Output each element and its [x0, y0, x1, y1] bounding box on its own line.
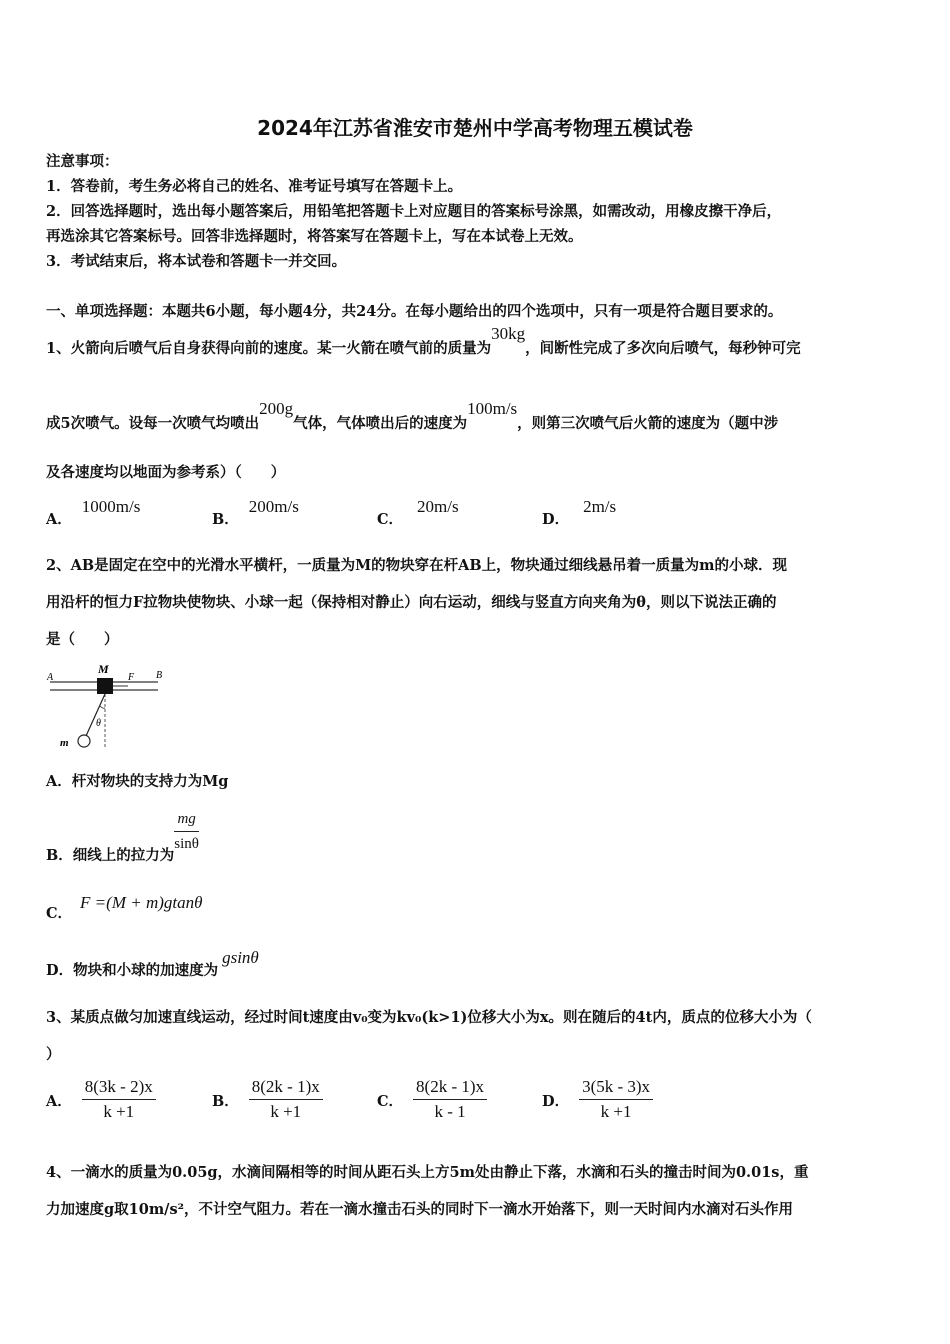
- option-value: 1000m/s: [81, 497, 141, 516]
- ball-m: [78, 735, 90, 747]
- q2-option-d[interactable]: [46, 948, 259, 981]
- option-label: D．物块和小球的加速度为: [46, 962, 219, 979]
- q1-line1-a: 1、火箭向后喷气后自身获得向前的速度。某一火箭在喷气前的质量为: [46, 340, 492, 357]
- q3-option-a[interactable]: [46, 1076, 156, 1123]
- option-value: 2m/s: [583, 497, 617, 516]
- q1-option-a[interactable]: [46, 497, 141, 529]
- q4-text: 4、一滴水的质量为0.05g，水滴间隔相等的时间从距石头上方5m处由静止下落，水滴和石头的撞击时间为0.01s，重: [46, 1164, 809, 1181]
- option-label: B．细线上的拉力为: [46, 846, 175, 864]
- option-label: C．: [46, 905, 73, 922]
- q3-text: ）: [46, 1046, 61, 1063]
- q1-option-b[interactable]: [212, 497, 299, 529]
- fraction-denominator: k - 1: [434, 1102, 466, 1121]
- option-value: 200m/s: [248, 497, 299, 516]
- notice-item: 再选涂其它答案标号。回答非选择题时，将答案写在答题卡上，写在本试卷上无效。: [46, 228, 583, 245]
- option-value: 20m/s: [417, 497, 459, 516]
- q2-option-b[interactable]: [46, 808, 199, 864]
- notice-item: 3．考试结束后，将本试卷和答题卡一并交回。: [46, 253, 347, 270]
- fraction-numerator: 8(2k - 1)x: [249, 1076, 323, 1100]
- q3-option-d[interactable]: [542, 1076, 653, 1123]
- q1-option-c[interactable]: [377, 497, 459, 529]
- label-M: M: [98, 662, 109, 676]
- page-title: 2024年江苏省淮安市楚州中学高考物理五模试卷: [257, 116, 693, 140]
- fraction-denominator: k +1: [600, 1102, 632, 1121]
- option-label: C．: [377, 1092, 404, 1110]
- q1-line2-a: 成5次喷气。设每一次喷气均喷出: [46, 415, 260, 432]
- label-B: B: [156, 670, 163, 681]
- notice-heading: 注意事项：: [46, 153, 119, 170]
- q1-speed: 100m/s: [467, 399, 518, 418]
- fraction-denominator: k +1: [270, 1102, 302, 1121]
- q1-text: [46, 399, 779, 434]
- option-expression: F =(M + m)gtanθ: [80, 893, 203, 912]
- q1-text: [46, 324, 801, 359]
- q1-text: 及各速度均以地面为参考系）（ ）: [46, 464, 286, 481]
- q3-option-c[interactable]: [377, 1076, 487, 1123]
- q2-option-c[interactable]: [46, 893, 203, 922]
- q4-text: 力加速度g取10m/s²，不计空气阻力。若在一滴水撞击石头的同时下一滴水开始落下，则一天时间内水滴对石头作用: [46, 1201, 793, 1218]
- option-label: A．: [46, 511, 72, 528]
- label-A: A: [47, 672, 54, 683]
- option-label: C．: [377, 511, 404, 528]
- q3-option-b[interactable]: [212, 1076, 323, 1123]
- section-heading: 一、单项选择题：本题共6小题，每小题4分，共24分。在每小题给出的四个选项中，只有一项是符合题目要求的。: [46, 303, 783, 320]
- option-expression: gsinθ: [222, 948, 259, 967]
- block-M: [97, 678, 113, 694]
- label-m: m: [60, 737, 69, 749]
- fraction-numerator: 8(3k - 2)x: [82, 1076, 156, 1100]
- angle-arc: [100, 706, 105, 708]
- fraction-numerator: 8(2k - 1)x: [413, 1076, 487, 1100]
- q1-line2-b: 气体，气体喷出后的速度为: [293, 415, 468, 432]
- option-label: D．: [542, 1092, 570, 1110]
- q2-option-a[interactable]: A．杆对物块的支持力为Mg: [46, 773, 229, 790]
- option-label: A．: [46, 1092, 72, 1110]
- q1-option-d[interactable]: [542, 497, 617, 529]
- q1-line2-c: ，则第三次喷气后火箭的速度为（题中涉: [517, 415, 779, 432]
- q2-figure: [46, 660, 171, 752]
- q1-line1-b: ，间断性完成了多次向后喷气，每秒钟可完: [525, 340, 801, 357]
- fraction-numerator: 3(5k - 3)x: [579, 1076, 653, 1100]
- q2-text: 2、AB是固定在空中的光滑水平横杆，一质量为M的物块穿在杆AB上，物块通过细线悬吊着一质量为m的小球．现: [46, 557, 787, 574]
- notice-item: 2．回答选择题时，选出每小题答案后，用铅笔把答题卡上对应题目的答案标号涂黑，如需改动，用橡皮擦干净后，: [46, 203, 782, 220]
- option-label: D．: [542, 511, 570, 528]
- q1-mass: 30kg: [491, 324, 526, 343]
- option-label: B．: [212, 511, 239, 528]
- q1-gas: 200g: [259, 399, 294, 418]
- fraction-denominator: k +1: [103, 1102, 135, 1121]
- q2-text: 用沿杆的恒力F拉物块使物块、小球一起（保持相对静止）向右运动，细线与竖直方向夹角为θ，则以下说法正确的: [46, 594, 777, 611]
- label-theta: θ: [96, 718, 101, 729]
- fraction-denominator: sinθ: [174, 836, 199, 852]
- label-F: F: [128, 672, 135, 683]
- q3-text: 3、某质点做匀加速直线运动，经过时间t速度由v₀变为kv₀(k>1)位移大小为x。则在随后的4t内，质点的位移大小为（: [46, 1009, 812, 1026]
- notice-item: 1．答卷前，考生务必将自己的姓名、准考证号填写在答题卡上。: [46, 178, 463, 195]
- option-label: B．: [212, 1092, 239, 1110]
- q2-text: 是（ ）: [46, 631, 119, 648]
- fraction-numerator: mg: [174, 808, 198, 832]
- string: [86, 694, 105, 736]
